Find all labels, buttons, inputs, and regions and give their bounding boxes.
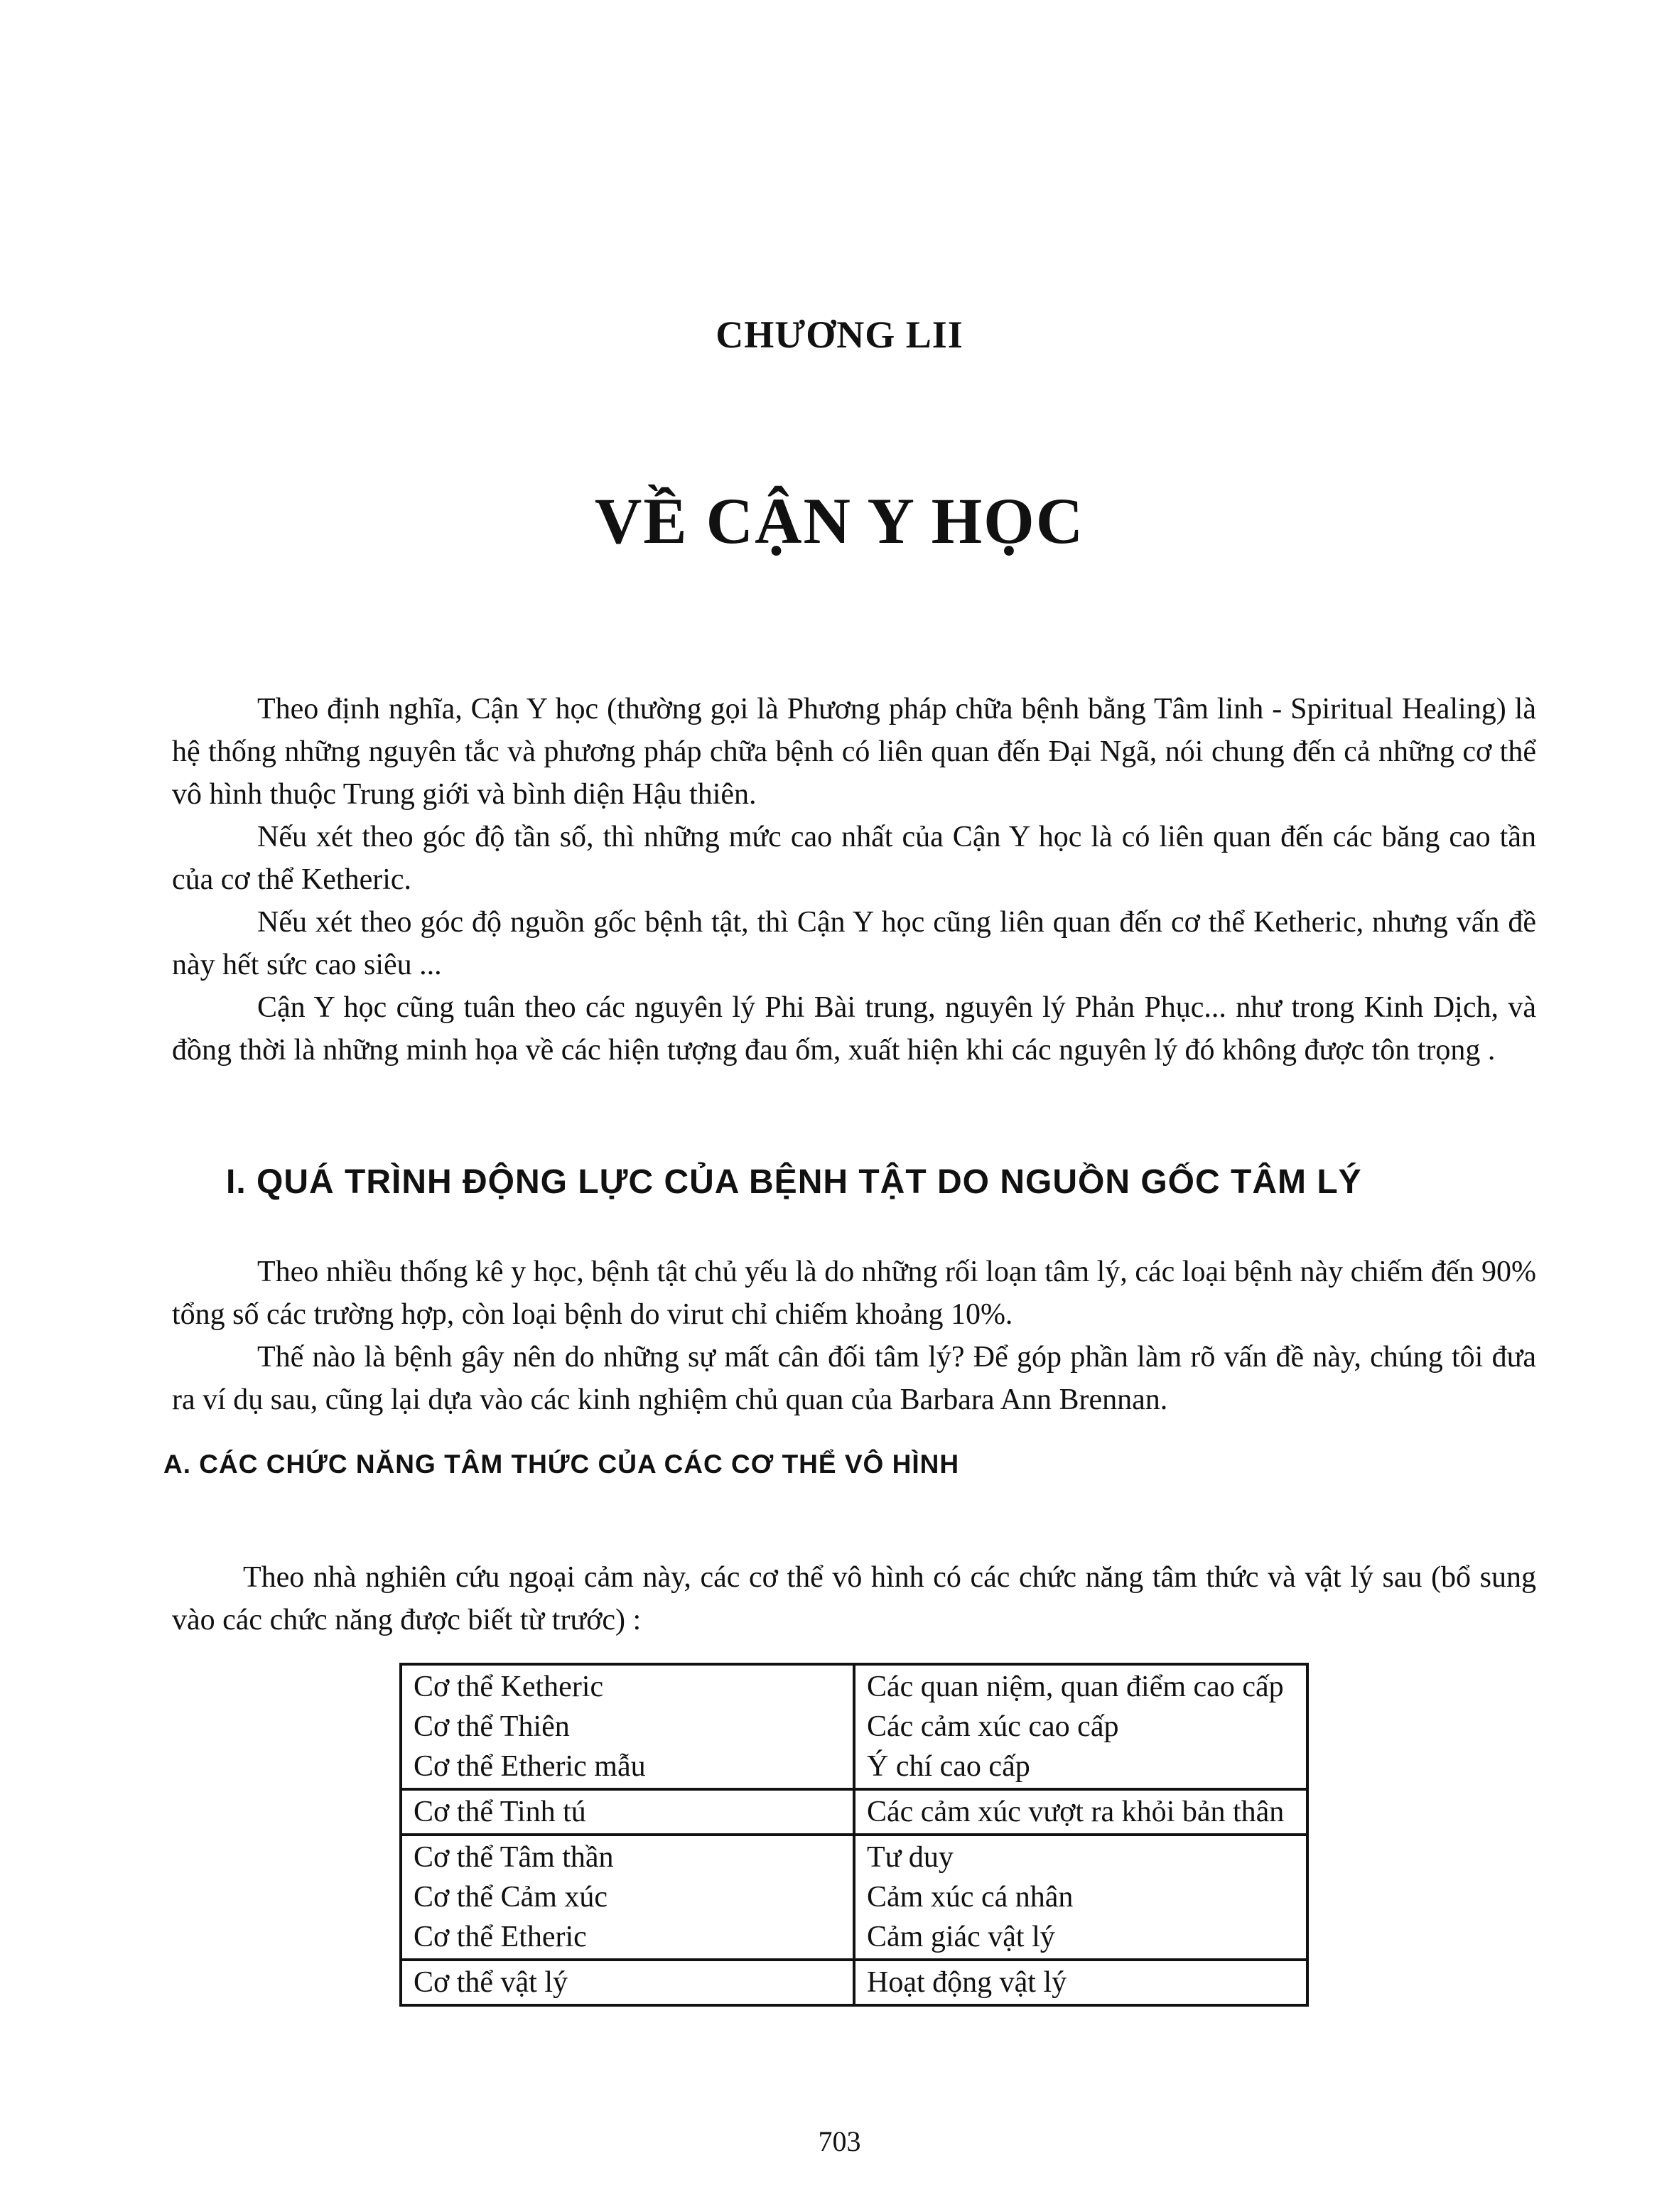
subsection-paragraph: Theo nhà nghiên cứu ngoại cảm này, các cơ thể vô hình có các chức năng tâm thức và vật lý sau (bổ sung vào các chức năng được biết từ trước) :	[172, 1561, 1536, 1636]
body-name: Cơ thể Tâm thần	[414, 1841, 614, 1874]
table-row	[401, 1960, 1307, 2005]
intro-text	[172, 688, 1536, 1072]
table-cell-bodies	[401, 1664, 854, 1789]
section-paragraph: Theo nhiều thống kê y học, bệnh tật chủ yếu là do những rối loạn tâm lý, các loại bệnh này chiếm đến 90% tổng số các trường hợp, còn loại bệnh do virut chỉ chiếm khoảng 10%.	[172, 1256, 1536, 1331]
body-name: Cơ thể Tinh tú	[414, 1796, 586, 1828]
function-name: Tư duy	[867, 1841, 954, 1874]
chapter-number: CHƯƠNG LII	[716, 313, 963, 356]
table-row	[401, 1789, 1307, 1835]
intro-paragraph: Nếu xét theo góc độ nguồn gốc bệnh tật, thì Cận Y học cũng liên quan đến cơ thể Ketheric, nhưng vấn đề này hết sức cao siêu ...	[172, 906, 1536, 981]
body-name: Cơ thể vật lý	[414, 1966, 568, 1999]
table-cell-functions	[854, 1835, 1307, 1960]
intro-paragraph: Cận Y học cũng tuân theo các nguyên lý Phi Bài trung, nguyên lý Phản Phục... như trong Kinh Dịch, và đồng thời là những minh họa về các hiện tượng đau ốm, xuất hiện khi các nguyên lý đó không được tôn trọng .	[172, 991, 1536, 1067]
body-name: Cơ thể Ketheric	[414, 1671, 604, 1703]
body-name: Cơ thể Thiên	[414, 1710, 570, 1743]
table-cell-functions	[854, 1789, 1307, 1835]
section-heading: I. QUÁ TRÌNH ĐỘNG LỰC CỦA BỆNH TẬT DO NGUỒN GỐC TÂM LÝ	[226, 1163, 1362, 1201]
section-text	[172, 1251, 1536, 1421]
section-paragraph: Thế nào là bệnh gây nên do những sự mất cân đối tâm lý? Để góp phần làm rõ vấn đề này, chúng tôi đưa ra ví dụ sau, cũng lại dựa vào các kinh nghiệm chủ quan của Barbara Ann Brennan.	[172, 1341, 1536, 1416]
table-cell-functions	[854, 1960, 1307, 2005]
intro-paragraph: Theo định nghĩa, Cận Y học (thường gọi là Phương pháp chữa bệnh bằng Tâm linh - Spiritual Healing) là hệ thống những nguyên tắc và phương pháp chữa bệnh có liên quan đến Đại Ngã, nói chung đến cả những cơ thể vô hình thuộc Trung giới và bình diện Hậu thiên.	[172, 693, 1536, 811]
table-cell-bodies	[401, 1835, 854, 1960]
function-name: Cảm xúc cá nhân	[867, 1881, 1074, 1914]
bodies-functions-table	[399, 1663, 1309, 2007]
body-name: Cơ thể Etheric mẫu	[414, 1750, 646, 1783]
table-row	[401, 1835, 1307, 1960]
function-name: Các cảm xúc vượt ra khỏi bản thân	[867, 1796, 1285, 1828]
function-name: Hoạt động vật lý	[867, 1966, 1067, 1999]
table-cell-bodies	[401, 1789, 854, 1835]
body-name: Cơ thể Cảm xúc	[414, 1881, 608, 1914]
page-number: 703	[818, 2125, 861, 2157]
function-name: Cảm giác vật lý	[867, 1921, 1055, 1953]
table-cell-bodies	[401, 1960, 854, 2005]
table-row	[401, 1664, 1307, 1789]
intro-paragraph: Nếu xét theo góc độ tần số, thì những mức cao nhất của Cận Y học là có liên quan đến các băng cao tần của cơ thể Ketheric.	[172, 821, 1536, 896]
chapter-title: VỀ CẬN Y HỌC	[594, 485, 1085, 557]
table-cell-functions	[854, 1664, 1307, 1789]
subsection-text	[172, 1556, 1536, 1641]
function-name: Ý chí cao cấp	[867, 1750, 1030, 1783]
body-name: Cơ thể Etheric	[414, 1921, 587, 1953]
function-name: Các cảm xúc cao cấp	[867, 1710, 1119, 1743]
subsection-heading: A. CÁC CHỨC NĂNG TÂM THỨC CỦA CÁC CƠ THỂ VÔ HÌNH	[163, 1450, 960, 1479]
function-name: Các quan niệm, quan điểm cao cấp	[867, 1671, 1284, 1703]
